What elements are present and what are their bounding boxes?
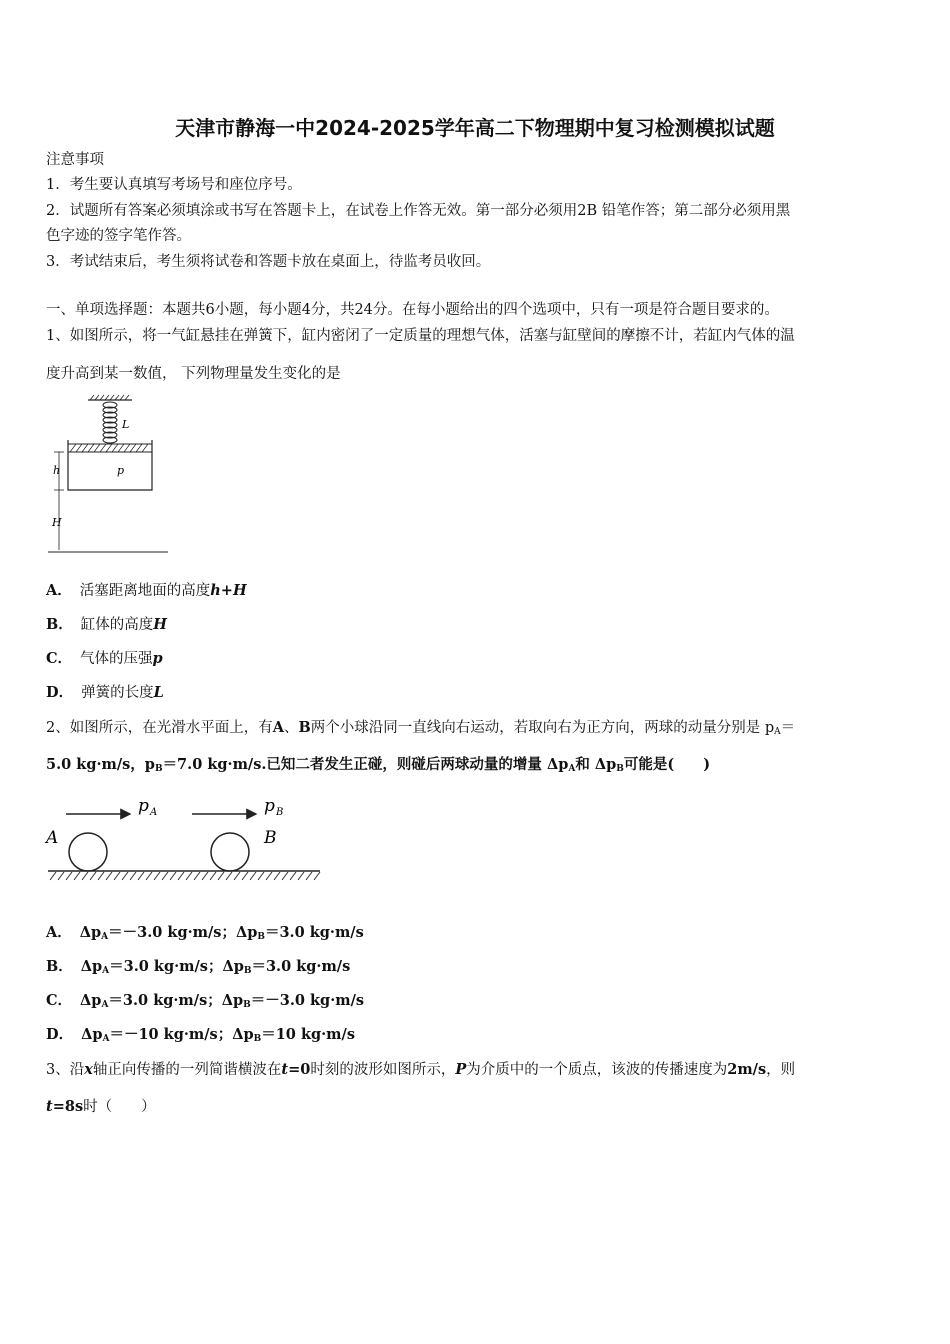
q1-option-d[interactable]: D． 弹簧的长度L bbox=[46, 684, 164, 701]
notice-item: 色字迹的签字笔作答。 bbox=[46, 228, 191, 244]
ball-B-label: B bbox=[264, 828, 277, 848]
two-balls-figure bbox=[44, 790, 324, 885]
label-H: H bbox=[52, 516, 62, 529]
page-title: 天津市静海一中2024-2025学年高二下物理期中复习检测模拟试题 bbox=[175, 116, 775, 140]
ball-a bbox=[69, 833, 107, 871]
ball-b bbox=[211, 833, 249, 871]
notice-item: 2．试题所有答案必须填涂或书写在答题卡上，在试卷上作答无效。第一部分必须用2B 铅笔作答；第二部分必须用黑 bbox=[46, 203, 791, 219]
q2-stem-line1: 2、如图所示，在光滑水平面上，有A、B两个小球沿同一直线向右运动，若取向右为正方向，两球的动量分别是 $p_A=$ bbox=[46, 719, 796, 737]
notice-item: 1．考生要认真填写考场号和座位序号。 bbox=[46, 177, 302, 193]
q1-option-b[interactable]: B． 缸体的高度H bbox=[46, 616, 167, 633]
notice-item: 3．考试结束后，考生须将试卷和答题卡放在桌面上，待监考员收回。 bbox=[46, 254, 491, 270]
q1-stem-line1: 1、如图所示，将一气缸悬挂在弹簧下，缸内密闭了一定质量的理想气体，活塞与缸壁间的摩擦不计，若缸内气体的温 bbox=[46, 328, 795, 344]
label-h: h bbox=[53, 464, 61, 477]
cylinder-spring-figure bbox=[40, 392, 180, 557]
label-pB-sub: B bbox=[276, 807, 284, 818]
label-L: L bbox=[122, 418, 130, 431]
label-p: p bbox=[117, 464, 125, 477]
q2-option-a[interactable]: A． $\Delta p_A=-3.0$ kg·m/s；$\Delta p_B=3.0$ kg·m/s bbox=[46, 924, 364, 942]
label-pA: p bbox=[138, 796, 149, 816]
section-heading: 一、单项选择题：本题共6小题，每小题4分，共24分。在每小题给出的四个选项中，只有一项是符合题目要求的。 bbox=[46, 302, 779, 318]
q1-option-a[interactable]: A． 活塞距离地面的高度h+H bbox=[46, 582, 247, 599]
ball-A-label: A bbox=[46, 828, 59, 848]
q1-option-c[interactable]: C． 气体的压强p bbox=[46, 650, 163, 667]
q2-stem-line2: 5.0 kg·m/s，$p_B=7.0$ kg·m/s.已知二者发生正碰，则碰后两球动量的增量 $\Delta p_A$和 $\Delta p_B$可能是( ) bbox=[46, 756, 711, 774]
q3-stem-line1: 3、沿x轴正向传播的一列简谐横波在t=0时刻的波形如图所示，P为介质中的一个质点，该波的传播速度为2m/s，则 bbox=[46, 1061, 796, 1078]
q2-option-d[interactable]: D． $\Delta p_A=-10$ kg·m/s；$\Delta p_B=10$ kg·m/s bbox=[46, 1026, 355, 1044]
notice-heading: 注意事项 bbox=[46, 152, 104, 168]
q2-option-c[interactable]: C． $\Delta p_A=3.0$ kg·m/s；$\Delta p_B=-3.0$ kg·m/s bbox=[46, 992, 365, 1010]
q2-option-b[interactable]: B． $\Delta p_A=3.0$ kg·m/s；$\Delta p_B=3.0$ kg·m/s bbox=[46, 958, 351, 976]
label-pB: p bbox=[264, 796, 275, 816]
q3-stem-line2: t=8s时（ ） bbox=[46, 1098, 156, 1115]
label-pA-sub: A bbox=[150, 807, 158, 818]
q1-stem-line2: 度升高到某一数值， 下列物理量发生变化的是 bbox=[46, 366, 341, 382]
